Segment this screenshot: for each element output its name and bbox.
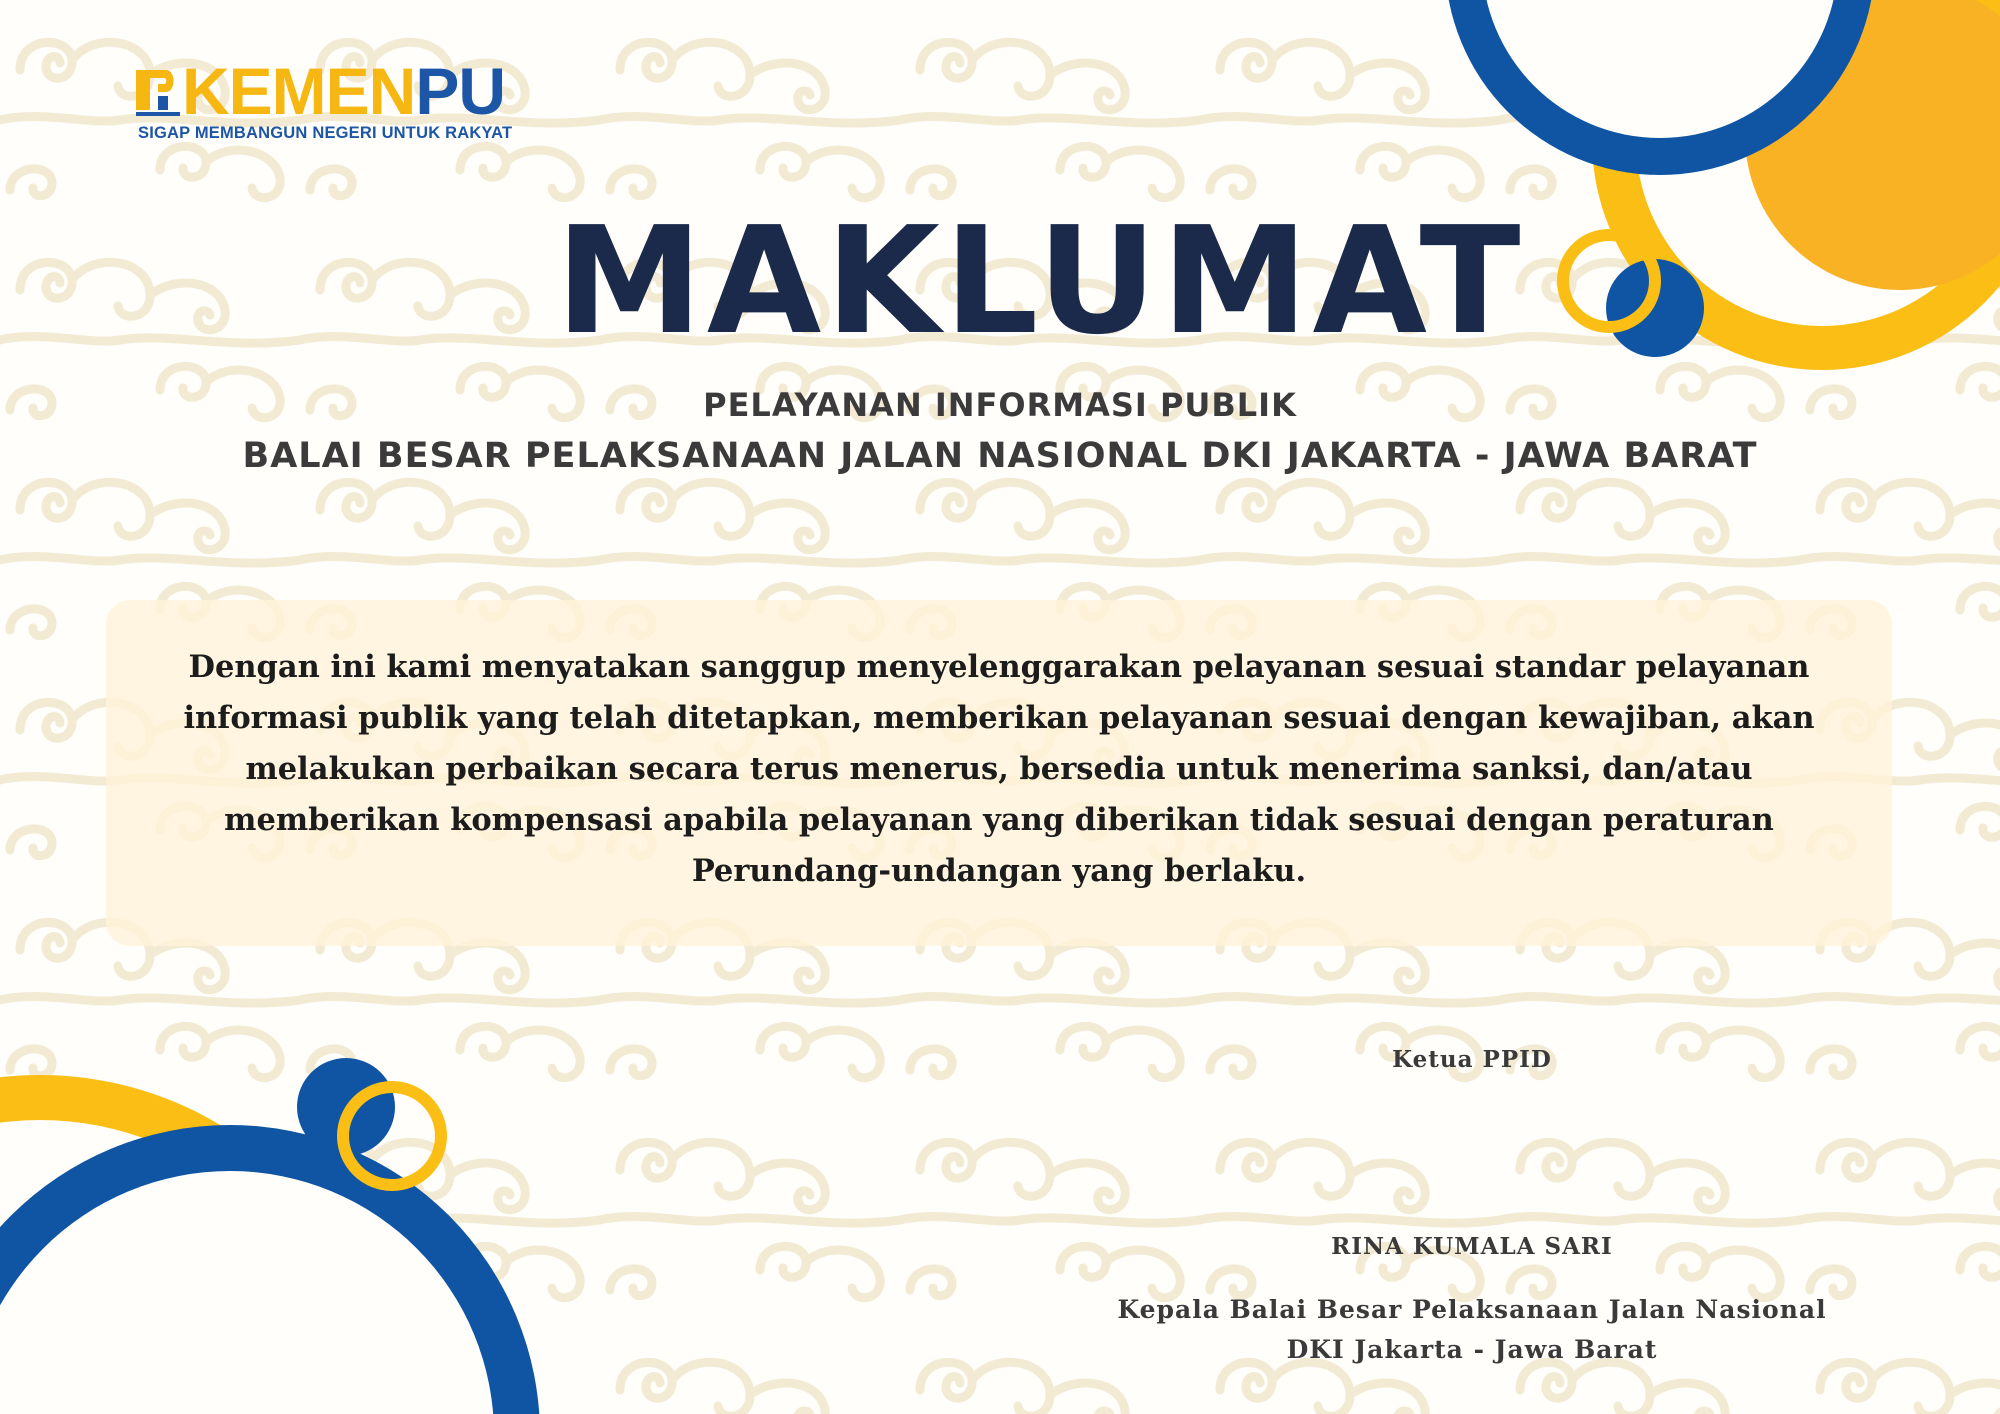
signatory-name: RINA KUMALA SARI <box>1331 1233 1613 1260</box>
statement-box <box>106 600 1892 946</box>
statement-text: Dengan ini kami menyatakan sanggup menyelenggarakan pelayanan sesuai standar pelayanan informasi publik yang telah ditetapkan, memberikan pelayanan sesuai dengan kewajiban, akan melakukan perbaikan secara terus menerus, bersedia untuk menerima sanksi, dan/atau memberikan kompensasi apabila pelayanan yang diberikan tidak sesuai dengan peraturan Perundang-undangan yang berlaku. <box>183 649 1815 889</box>
kemenpu-logo <box>136 54 596 152</box>
logo-wordmark: KEMENPU <box>182 54 506 128</box>
signatory-position-line-1: Kepala Balai Besar Pelaksanaan Jalan Nasional <box>1117 1295 1827 1324</box>
signatory-role: Ketua PPID <box>1392 1046 1552 1073</box>
signatory-position <box>1072 1290 1872 1370</box>
document-subtitle: PELAYANAN INFORMASI PUBLIK <box>703 386 1297 424</box>
institution-name: BALAI BESAR PELAKSANAAN JALAN NASIONAL DKI JAKARTA - JAWA BARAT <box>242 436 1758 476</box>
pu-emblem-icon <box>136 64 180 116</box>
document-title: MAKLUMAT <box>555 195 1525 367</box>
logo-tagline: SIGAP MEMBANGUN NEGERI UNTUK RAKYAT <box>138 124 513 142</box>
signatory-position-line-2: DKI Jakarta - Jawa Barat <box>1286 1335 1658 1364</box>
